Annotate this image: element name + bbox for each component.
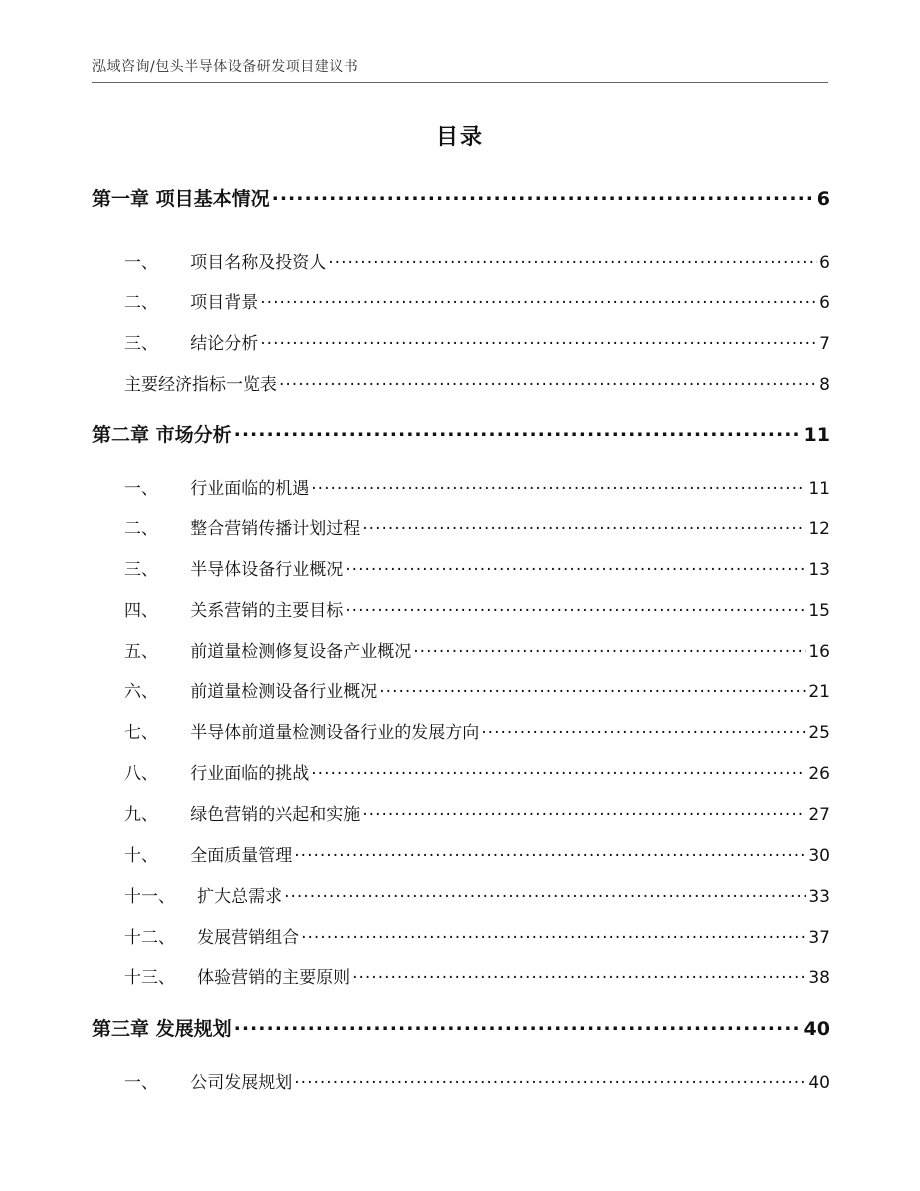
toc-page-number: 16 bbox=[808, 642, 830, 662]
dot-leader bbox=[379, 680, 806, 697]
dot-leader bbox=[234, 422, 802, 441]
toc-section-entry[interactable] bbox=[92, 514, 830, 539]
toc-section-entry[interactable] bbox=[92, 474, 830, 499]
dot-leader bbox=[260, 291, 817, 308]
dot-leader bbox=[362, 803, 806, 820]
dot-leader bbox=[413, 640, 806, 657]
dot-leader bbox=[345, 558, 806, 575]
toc-page-number: 27 bbox=[808, 805, 830, 825]
toc-entry-label: 全面质量管理 bbox=[190, 846, 293, 866]
toc-page-number: 33 bbox=[808, 887, 830, 907]
toc-entry-label: 关系营销的主要目标 bbox=[190, 601, 344, 621]
toc-section-number: 三、 bbox=[124, 560, 158, 580]
toc-section-entry[interactable] bbox=[92, 288, 830, 313]
toc-entry-label: 行业面临的挑战 bbox=[190, 764, 310, 784]
toc-section-entry[interactable] bbox=[92, 248, 830, 273]
toc-section-entry[interactable] bbox=[92, 1068, 830, 1093]
toc-section-number: 九、 bbox=[124, 805, 158, 825]
toc-entry-label: 绿色营销的兴起和实施 bbox=[190, 805, 361, 825]
dot-leader bbox=[352, 966, 806, 983]
toc-section-entry[interactable] bbox=[92, 718, 830, 743]
toc-entry-label: 项目背景 bbox=[190, 293, 259, 313]
toc-section-number: 一、 bbox=[124, 1073, 158, 1093]
toc-entry-label: 第二章 市场分析 bbox=[92, 424, 232, 446]
toc-section-entry[interactable] bbox=[92, 555, 830, 580]
toc-section-number: 一、 bbox=[124, 253, 158, 273]
toc-page-number: 12 bbox=[808, 519, 830, 539]
toc-entry-label: 半导体前道量检测设备行业的发展方向 bbox=[190, 723, 480, 743]
dot-leader bbox=[260, 332, 817, 349]
toc-entry-label: 行业面临的机遇 bbox=[190, 479, 310, 499]
toc-section-entry[interactable] bbox=[92, 963, 830, 988]
toc-entry-label: 发展营销组合 bbox=[197, 928, 300, 948]
toc-section-number: 十、 bbox=[124, 846, 158, 866]
toc-section-number: 四、 bbox=[124, 601, 158, 621]
toc-page-number: 38 bbox=[808, 968, 830, 988]
dot-leader bbox=[345, 599, 806, 616]
toc-section-entry[interactable] bbox=[92, 841, 830, 866]
dot-leader bbox=[362, 517, 806, 534]
toc-chapter-entry[interactable] bbox=[92, 1014, 830, 1041]
toc-section-number: 十三、 bbox=[124, 968, 175, 988]
toc-page-number: 30 bbox=[808, 846, 830, 866]
dot-leader bbox=[294, 1071, 806, 1088]
toc-section-number: 八、 bbox=[124, 764, 158, 784]
toc-title: 目录 bbox=[435, 125, 484, 150]
dot-leader bbox=[328, 251, 817, 268]
toc-section-entry[interactable] bbox=[92, 329, 830, 354]
toc-entry-label: 前道量检测设备行业概况 bbox=[190, 682, 378, 702]
toc-page-number: 40 bbox=[808, 1073, 830, 1093]
toc-section-entry[interactable] bbox=[92, 923, 830, 948]
toc-section-number: 二、 bbox=[124, 293, 158, 313]
toc-entry-label: 体验营销的主要原则 bbox=[197, 968, 351, 988]
toc-entry-label: 前道量检测修复设备产业概况 bbox=[190, 642, 412, 662]
toc-section-number: 十一、 bbox=[124, 887, 175, 907]
dot-leader bbox=[311, 762, 806, 779]
dot-leader bbox=[311, 477, 806, 494]
toc-section-entry[interactable] bbox=[92, 370, 830, 395]
toc-page-number: 37 bbox=[808, 928, 830, 948]
toc-page-number: 25 bbox=[808, 723, 830, 743]
dot-leader bbox=[481, 721, 806, 738]
toc-page-number: 21 bbox=[808, 682, 830, 702]
toc-page-number: 8 bbox=[819, 375, 830, 395]
toc-entry-label: 项目名称及投资人 bbox=[190, 253, 327, 273]
toc-section-entry[interactable] bbox=[92, 637, 830, 662]
toc-page-number: 6 bbox=[816, 188, 830, 210]
toc-page-number: 40 bbox=[803, 1018, 830, 1040]
toc-section-number: 七、 bbox=[124, 723, 158, 743]
toc-entry-label: 第一章 项目基本情况 bbox=[92, 188, 270, 210]
toc-entry-label: 扩大总需求 bbox=[197, 887, 283, 907]
dot-leader bbox=[301, 926, 806, 943]
toc-entry-label: 整合营销传播计划过程 bbox=[190, 519, 361, 539]
toc-page-number: 26 bbox=[808, 764, 830, 784]
toc-section-number: 二、 bbox=[124, 519, 158, 539]
toc-section-entry[interactable] bbox=[92, 800, 830, 825]
toc-section-number: 一、 bbox=[124, 479, 158, 499]
toc-section-number: 三、 bbox=[124, 334, 158, 354]
toc-entry-label: 半导体设备行业概况 bbox=[190, 560, 344, 580]
toc-section-entry[interactable] bbox=[92, 677, 830, 702]
toc-entry-label: 公司发展规划 bbox=[190, 1073, 293, 1093]
toc-page-number: 6 bbox=[819, 293, 830, 313]
toc-entry-label: 主要经济指标一览表 bbox=[124, 375, 277, 395]
toc-page-number: 7 bbox=[819, 334, 830, 354]
toc-entry-label: 第三章 发展规划 bbox=[92, 1018, 232, 1040]
toc-section-number: 六、 bbox=[124, 682, 158, 702]
toc-page-number: 6 bbox=[819, 253, 830, 273]
dot-leader bbox=[234, 1016, 802, 1035]
toc-section-entry[interactable] bbox=[92, 596, 830, 621]
toc-page-number: 11 bbox=[808, 479, 830, 499]
toc-section-number: 十二、 bbox=[124, 928, 175, 948]
dot-leader bbox=[294, 844, 806, 861]
dot-leader bbox=[279, 373, 817, 390]
toc-page-number: 13 bbox=[808, 560, 830, 580]
toc-chapter-entry[interactable] bbox=[92, 420, 830, 447]
dot-leader bbox=[272, 186, 815, 205]
toc-entry-label: 结论分析 bbox=[190, 334, 259, 354]
toc-section-entry[interactable] bbox=[92, 882, 830, 907]
toc-page-number: 11 bbox=[803, 424, 830, 446]
toc-page-number: 15 bbox=[808, 601, 830, 621]
header-divider bbox=[92, 82, 828, 83]
dot-leader bbox=[284, 885, 806, 902]
toc-chapter-entry[interactable] bbox=[92, 184, 830, 211]
running-header: 泓域咨询/包头半导体设备研发项目建议书 bbox=[92, 59, 359, 75]
toc-section-number: 五、 bbox=[124, 642, 158, 662]
toc-section-entry[interactable] bbox=[92, 759, 830, 784]
